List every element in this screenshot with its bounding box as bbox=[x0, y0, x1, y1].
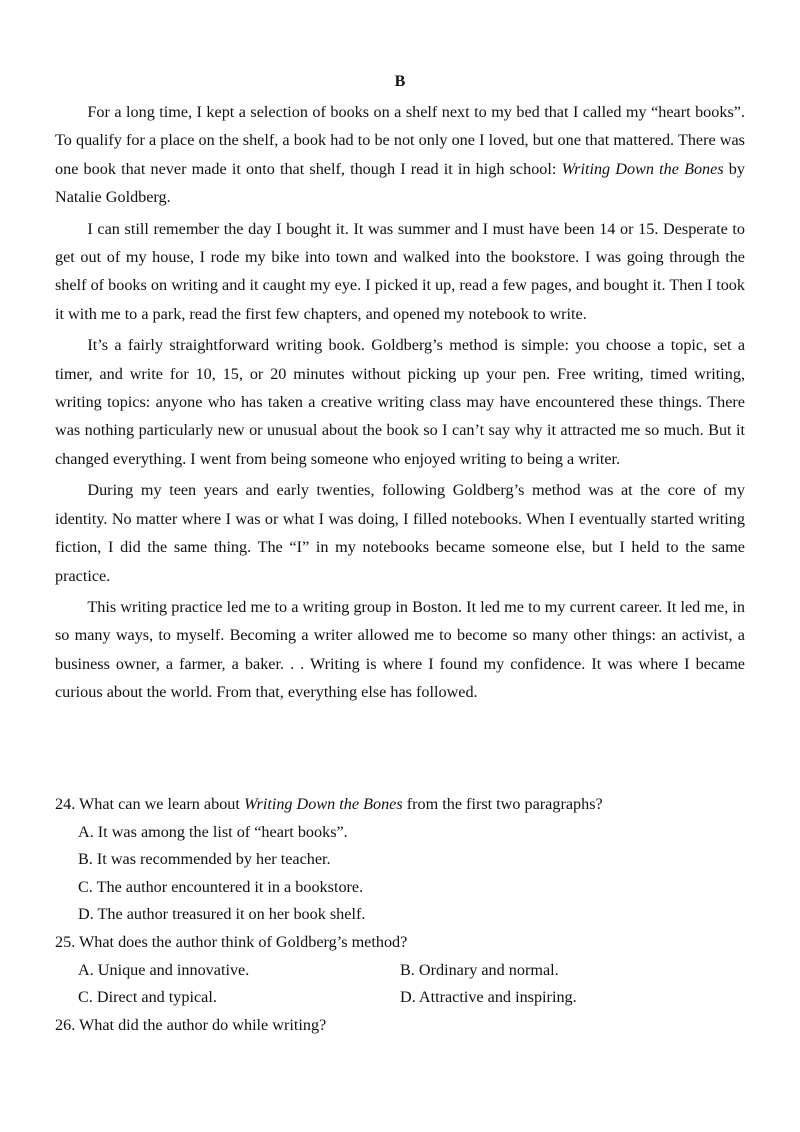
question-24-stem bbox=[55, 791, 755, 819]
paragraph-3: It’s a fairly straightforward writing book. Goldberg’s method is simple: you choose a topic, set a timer, and write for 10, 15, or 20 minutes without picking up your pen. Free writing, timed writing, writing topics: anyone who has taken a creative writing class may have encountered these things. There was nothing particularly new or unusual about the book so I can’t say why it attracted me so much. But it changed everything. I went from being someone who enjoyed writing to being a writer. bbox=[55, 336, 745, 468]
question-24-stem-after: from the first two paragraphs? bbox=[402, 795, 603, 813]
question-24-option-b: B. It was recommended by her teacher. bbox=[78, 850, 331, 869]
question-24 bbox=[55, 791, 755, 929]
question-24-option-c: C. The author encountered it in a bookstore. bbox=[78, 877, 364, 896]
question-25-stem: 25. What does the author think of Goldberg’s method? bbox=[55, 932, 408, 951]
question-26 bbox=[55, 1012, 755, 1040]
question-24-option-d: D. The author treasured it on her book shelf. bbox=[78, 905, 366, 924]
question-25-option-d: D. Attractive and inspiring. bbox=[400, 988, 577, 1007]
paragraph-4: During my teen years and early twenties, following Goldberg’s method was at the core of my identity. No matter where I was or what I was doing, I filled notebooks. When I eventually started writing fiction, I did the same thing. The “I” in my notebooks became someone else, but I held to the same practice. bbox=[55, 481, 745, 585]
question-25-option-b: B. Ordinary and normal. bbox=[400, 960, 559, 979]
question-25-option-c: C. Direct and typical. bbox=[78, 988, 217, 1007]
question-24-option-a: A. It was among the list of “heart books”. bbox=[78, 822, 348, 841]
question-24-book-title: Writing Down the Bones bbox=[243, 795, 403, 813]
question-24-stem-before: 24. What can we learn about bbox=[55, 795, 244, 813]
paragraph-5: This writing practice led me to a writing group in Boston. It led me to my current career. It led me, in so many ways, to myself. Becoming a writer allowed me to become so many other things: an activist, a business owner, a farmer, a baker. . . Writing is where I found my confidence. It was where I became curious about the world. From that, everything else has followed. bbox=[55, 597, 745, 702]
paragraph-1 bbox=[55, 98, 745, 212]
paragraph-2: I can still remember the day I bought it. It was summer and I must have been 14 or 15. Desperate to get out of my house, I rode my bike into town and walked into the bookstore. I was going through the shelf of books on writing and it caught my eye. I picked it up, read a few pages, and bought it. Then I took it with me to a park, read the first few chapters, and opened my notebook to write. bbox=[55, 219, 745, 323]
book-title: Writing Down the Bones bbox=[561, 159, 724, 178]
question-24-options bbox=[55, 819, 755, 929]
paragraph-1-text-after: by Natalie Goldberg. bbox=[55, 159, 745, 207]
section-heading: B bbox=[394, 73, 406, 90]
question-25-options bbox=[55, 957, 755, 1012]
question-list bbox=[55, 791, 755, 1039]
question-25-option-a: A. Unique and innovative. bbox=[78, 960, 250, 979]
question-26-stem: 26. What did the author do while writing? bbox=[55, 1015, 327, 1034]
paragraph-1-text-before: For a long time, I kept a selection of books on a shelf next to my bed that I called my “heart books”. To qualify for a place on the shelf, a book had to be not only one I loved, but one that mattered. There was one book that never made it onto that shelf, though I read it in high school: bbox=[55, 103, 745, 178]
reading-passage bbox=[55, 98, 745, 707]
question-25 bbox=[55, 929, 755, 1012]
